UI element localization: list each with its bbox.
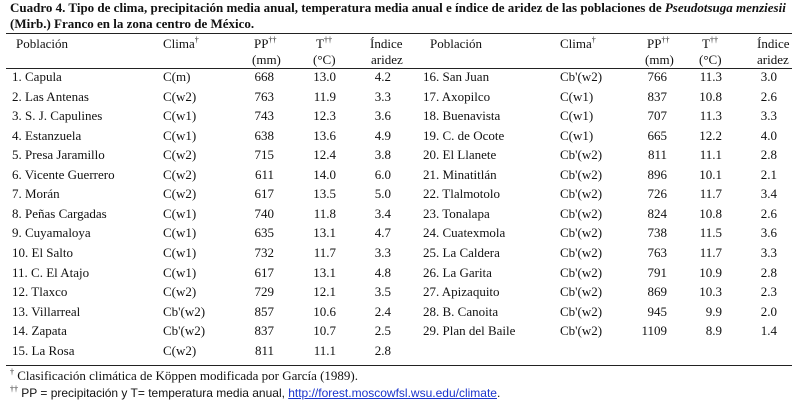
row-left-t: 10.7 xyxy=(313,323,336,338)
row-right-indice: 2.6 xyxy=(760,206,777,221)
row-left-clima: C(w1) xyxy=(163,265,197,280)
row-right-pp: 665 xyxy=(647,128,667,143)
row-right-t: 8.9 xyxy=(705,323,722,338)
row-right-poblacion: 22. Tlalmotolo xyxy=(423,186,501,201)
row-right-clima: Cb'(w2) xyxy=(560,186,603,201)
row-left-indice: 3.3 xyxy=(374,89,391,104)
row-left-pp: 635 xyxy=(254,225,274,240)
row-left-t: 12.4 xyxy=(313,147,336,162)
header-pp-left: PP†† xyxy=(254,35,277,51)
row-right-poblacion: 18. Buenavista xyxy=(423,108,501,123)
header-indice-left: Índice xyxy=(370,36,403,51)
row-left-pp: 617 xyxy=(254,186,274,201)
row-left-pp: 743 xyxy=(254,108,274,123)
header-pp-unit-right: (mm) xyxy=(645,52,674,67)
row-right-clima: Cb'(w2) xyxy=(560,69,603,84)
header-t-left: T†† xyxy=(316,35,332,51)
row-right-poblacion: 24. Cuatexmola xyxy=(423,225,506,240)
row-right-t: 11.7 xyxy=(699,186,722,201)
row-left-clima: C(m) xyxy=(163,69,191,84)
row-left-poblacion: 6. Vicente Guerrero xyxy=(12,167,115,182)
row-left-pp: 732 xyxy=(254,245,274,260)
row-left-clima: C(w1) xyxy=(163,206,197,221)
header-t-unit-left: (°C) xyxy=(313,52,336,67)
table-top-rule xyxy=(6,33,792,34)
row-right-t: 9.9 xyxy=(705,304,722,319)
row-right-pp: 869 xyxy=(647,284,667,299)
row-right-clima: Cb'(w2) xyxy=(560,304,603,319)
row-right-pp: 766 xyxy=(647,69,667,84)
row-left-pp: 811 xyxy=(254,343,274,358)
row-right-poblacion: 21. Minatitlán xyxy=(423,167,497,182)
row-right-indice: 2.1 xyxy=(760,167,777,182)
row-left-clima: C(w2) xyxy=(163,343,197,358)
row-left-poblacion: 11. C. El Atajo xyxy=(12,265,90,280)
header-aridez-right: aridez xyxy=(757,52,789,67)
row-right-pp: 707 xyxy=(647,108,667,123)
row-right-clima: Cb'(w2) xyxy=(560,225,603,240)
row-left-poblacion: 15. La Rosa xyxy=(12,343,75,358)
row-right-indice: 1.4 xyxy=(760,323,777,338)
footnote-clima: † Clasificación climática de Köppen modificada por García (1989). xyxy=(10,367,359,383)
header-t-unit-right: (°C) xyxy=(699,52,722,67)
row-right-poblacion: 29. Plan del Baile xyxy=(423,323,516,338)
row-left-poblacion: 7. Morán xyxy=(12,186,60,201)
row-right-indice: 3.3 xyxy=(760,108,777,123)
row-left-t: 14.0 xyxy=(313,167,336,182)
row-left-poblacion: 1. Capula xyxy=(12,69,62,84)
row-left-clima: C(w2) xyxy=(163,147,197,162)
row-right-indice: 3.3 xyxy=(760,245,777,260)
row-right-t: 11.5 xyxy=(699,225,722,240)
row-right-clima: C(w1) xyxy=(560,128,594,143)
row-right-pp: 763 xyxy=(647,245,667,260)
row-left-pp: 857 xyxy=(254,304,274,319)
row-right-t: 11.3 xyxy=(699,69,722,84)
row-right-indice: 2.0 xyxy=(760,304,777,319)
row-left-pp: 837 xyxy=(254,323,274,338)
row-left-clima: Cb'(w2) xyxy=(163,323,206,338)
row-right-clima: Cb'(w2) xyxy=(560,284,603,299)
header-pp-unit-left: (mm) xyxy=(252,52,281,67)
row-right-indice: 3.4 xyxy=(760,186,777,201)
row-right-t: 10.8 xyxy=(699,206,722,221)
row-left-t: 13.1 xyxy=(313,225,336,240)
row-right-t: 12.2 xyxy=(699,128,722,143)
row-left-poblacion: 2. Las Antenas xyxy=(12,89,89,104)
row-left-t: 13.5 xyxy=(313,186,336,201)
row-left-poblacion: 14. Zapata xyxy=(12,323,67,338)
row-left-pp: 763 xyxy=(254,89,274,104)
row-left-poblacion: 3. S. J. Capulines xyxy=(12,108,103,123)
row-left-poblacion: 10. El Salto xyxy=(12,245,74,260)
row-right-pp: 811 xyxy=(647,147,667,162)
row-left-t: 13.1 xyxy=(313,265,336,280)
row-right-poblacion: 28. B. Canoita xyxy=(423,304,499,319)
row-left-t: 13.6 xyxy=(313,128,336,143)
row-left-poblacion: 4. Estanzuela xyxy=(12,128,82,143)
row-right-poblacion: 16. San Juan xyxy=(423,69,490,84)
row-left-pp: 617 xyxy=(254,265,274,280)
row-left-poblacion: 12. Tlaxco xyxy=(12,284,68,299)
footnote-pp-t: †† PP = precipitación y T= temperatura media anual, http://forest.moscowfsl.wsu.edu/climate. xyxy=(10,384,501,400)
row-right-indice: 2.8 xyxy=(760,265,777,280)
row-left-t: 12.3 xyxy=(313,108,336,123)
table-bottom-rule xyxy=(6,365,792,366)
row-right-pp: 896 xyxy=(647,167,667,182)
row-left-indice: 3.6 xyxy=(374,108,391,123)
caption-label: Cuadro 4. xyxy=(10,0,66,15)
row-left-clima: C(w2) xyxy=(163,167,197,182)
row-left-t: 11.1 xyxy=(313,343,336,358)
row-left-indice: 3.5 xyxy=(374,284,391,299)
row-left-clima: C(w1) xyxy=(163,225,197,240)
header-clima-right: Clima† xyxy=(560,35,596,51)
climate-link[interactable]: http://forest.moscowfsl.wsu.edu/climate xyxy=(288,386,497,400)
row-right-clima: C(w1) xyxy=(560,89,594,104)
row-left-t: 11.8 xyxy=(313,206,336,221)
row-left-t: 13.0 xyxy=(313,69,336,84)
row-right-poblacion: 23. Tonalapa xyxy=(423,206,490,221)
row-left-clima: C(w1) xyxy=(163,108,197,123)
row-right-pp: 837 xyxy=(647,89,667,104)
row-right-clima: Cb'(w2) xyxy=(560,147,603,162)
row-right-t: 10.8 xyxy=(699,89,722,104)
header-pp-right: PP†† xyxy=(647,35,670,51)
row-left-indice: 2.8 xyxy=(374,343,391,358)
row-left-clima: C(w2) xyxy=(163,186,197,201)
row-left-t: 11.9 xyxy=(313,89,336,104)
row-right-indice: 3.6 xyxy=(760,225,777,240)
header-aridez-left: aridez xyxy=(371,52,403,67)
row-right-t: 11.3 xyxy=(699,108,722,123)
row-right-clima: Cb'(w2) xyxy=(560,323,603,338)
row-right-indice: 2.8 xyxy=(760,147,777,162)
row-right-pp: 945 xyxy=(647,304,667,319)
row-left-pp: 729 xyxy=(254,284,274,299)
row-right-poblacion: 27. Apizaquito xyxy=(423,284,500,299)
row-left-clima: C(w1) xyxy=(163,245,197,260)
row-right-pp: 738 xyxy=(647,225,667,240)
caption-species: Pseudotsuga menziesii xyxy=(664,0,786,15)
row-right-indice: 2.3 xyxy=(760,284,777,299)
row-right-indice: 3.0 xyxy=(760,69,777,84)
row-right-pp: 1109 xyxy=(641,323,667,338)
row-right-poblacion: 26. La Garita xyxy=(423,265,492,280)
row-left-pp: 715 xyxy=(254,147,274,162)
row-right-t: 11.1 xyxy=(699,147,722,162)
row-left-pp: 611 xyxy=(254,167,274,182)
row-right-clima: Cb'(w2) xyxy=(560,206,603,221)
row-right-clima: Cb'(w2) xyxy=(560,245,603,260)
row-left-indice: 4.2 xyxy=(374,69,391,84)
row-left-clima: C(w2) xyxy=(163,89,197,104)
header-t-right: T†† xyxy=(702,35,718,51)
row-left-indice: 5.0 xyxy=(374,186,391,201)
row-right-t: 11.7 xyxy=(699,245,722,260)
row-left-indice: 3.8 xyxy=(374,147,391,162)
row-left-t: 11.7 xyxy=(313,245,336,260)
row-right-clima: Cb'(w2) xyxy=(560,167,603,182)
row-left-clima: C(w2) xyxy=(163,284,197,299)
header-bottom-rule xyxy=(6,68,792,69)
row-left-pp: 740 xyxy=(254,206,274,221)
header-poblacion-right: Población xyxy=(430,36,482,51)
row-left-clima: Cb'(w2) xyxy=(163,304,206,319)
row-left-indice: 4.7 xyxy=(374,225,391,240)
header-indice-right: Índice xyxy=(757,36,790,51)
row-right-t: 10.3 xyxy=(699,284,722,299)
row-left-poblacion: 5. Presa Jaramillo xyxy=(12,147,105,162)
row-left-indice: 4.9 xyxy=(374,128,391,143)
row-right-pp: 726 xyxy=(647,186,667,201)
row-left-pp: 638 xyxy=(254,128,274,143)
header-clima-left: Clima† xyxy=(163,35,199,51)
table-caption xyxy=(10,0,795,32)
row-left-indice: 6.0 xyxy=(374,167,391,182)
row-left-pp: 668 xyxy=(254,69,274,84)
row-left-indice: 3.3 xyxy=(374,245,391,260)
row-right-t: 10.9 xyxy=(699,265,722,280)
row-right-clima: Cb'(w2) xyxy=(560,265,603,280)
row-left-poblacion: 13. Villarreal xyxy=(12,304,81,319)
row-right-poblacion: 17. Axopilco xyxy=(423,89,491,104)
row-right-pp: 824 xyxy=(647,206,667,221)
row-right-indice: 2.6 xyxy=(760,89,777,104)
row-right-poblacion: 20. El Llanete xyxy=(423,147,497,162)
row-right-pp: 791 xyxy=(647,265,667,280)
row-left-indice: 2.5 xyxy=(374,323,391,338)
row-left-poblacion: 8. Peñas Cargadas xyxy=(12,206,107,221)
row-right-t: 10.1 xyxy=(699,167,722,182)
header-poblacion-left: Población xyxy=(16,36,68,51)
row-left-clima: C(w1) xyxy=(163,128,197,143)
row-left-poblacion: 9. Cuyamaloya xyxy=(12,225,91,240)
row-left-t: 12.1 xyxy=(313,284,336,299)
row-right-clima: C(w1) xyxy=(560,108,594,123)
row-right-indice: 4.0 xyxy=(760,128,777,143)
row-left-t: 10.6 xyxy=(313,304,336,319)
row-left-indice: 4.8 xyxy=(374,265,391,280)
row-right-poblacion: 19. C. de Ocote xyxy=(423,128,505,143)
caption-text-part1: Tipo de clima, precipitación media anual, temperatura media anual e índice de aridez de las poblaciones de xyxy=(68,0,662,15)
row-left-indice: 3.4 xyxy=(374,206,391,221)
caption-text-part2: (Mirb.) Franco en la zona centro de México. xyxy=(10,16,255,31)
row-left-indice: 2.4 xyxy=(374,304,391,319)
row-right-poblacion: 25. La Caldera xyxy=(423,245,500,260)
